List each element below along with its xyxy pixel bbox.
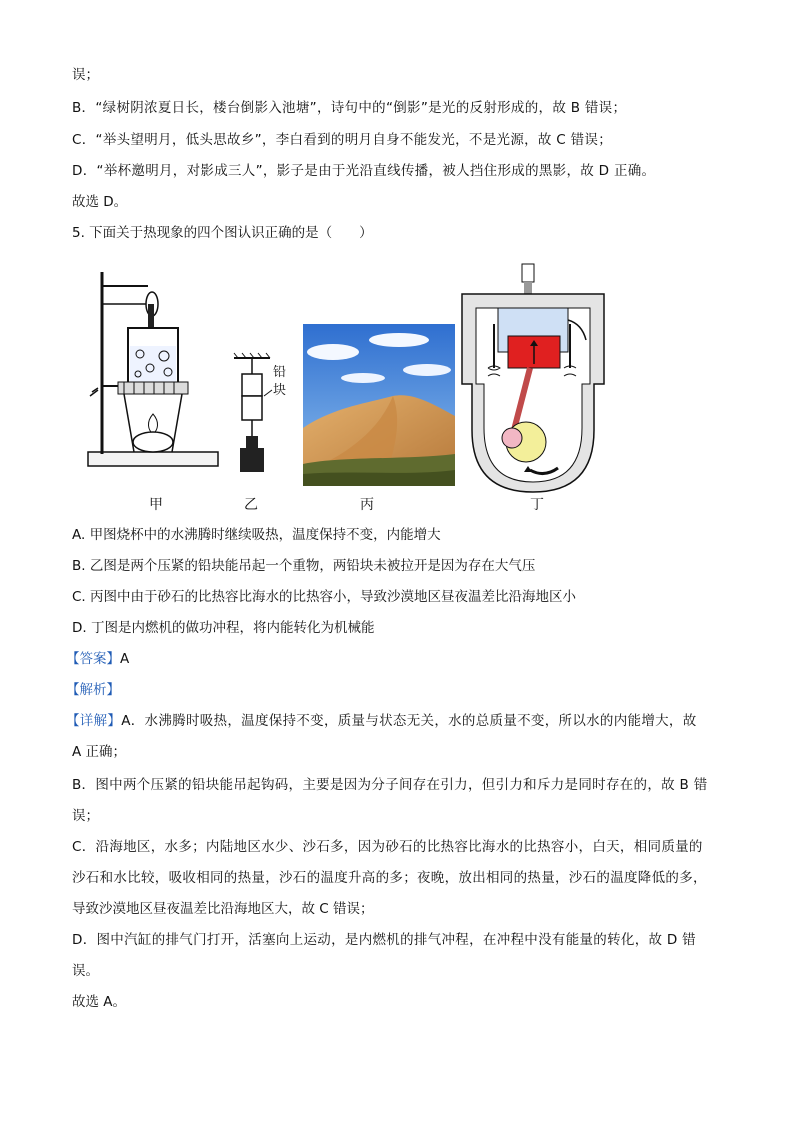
option-d: D. 丁图是内燃机的做功冲程，将内能转化为机械能 [72,620,375,636]
lead-block-label: 铅块 [273,365,287,398]
option-c: C. 丙图中由于砂石的比热容比海水的比热容小，导致沙漠地区昼夜温差比沿海地区小 [72,589,577,605]
detail-line: 导致沙漠地区昼夜温差比沿海地区大，故 C 错误； [72,901,374,917]
prev-answer-line: 误； [72,67,99,83]
answer-tag: 【答案】 [66,651,120,667]
prev-answer-line: C．“举头望明月，低头思故乡”，李白看到的明月自身不能发光，不是光源，故 C 错误； [72,132,613,148]
detail-line: D．图中汽缸的排气门打开，活塞向上运动，是内燃机的排气冲程，在冲程中没有能量的转化，故 D 错 [72,932,696,948]
answer-value: A [120,651,130,667]
detail-line: C．沿海地区，水多；内陆地区水少、沙石多，因为砂石的比热容比海水的比热容小，白天，相同质量的 [72,839,703,855]
detail-line: 故选 A。 [72,994,127,1010]
option-a: A. 甲图烧杯中的水沸腾时继续吸热，温度保持不变，内能增大 [72,527,441,543]
prev-answer-line: D．“举杯邀明月，对影成三人”，影子是由于光沿直线传播，被人挡住形成的黑影，故 D 正确。 [72,163,656,179]
detail-line: A 正确； [72,744,127,760]
detail-text: A．水沸腾时吸热，温度保持不变，质量与状态无关，水的总质量不变，所以水的内能增大，故 [121,713,697,729]
detail-line: B．图中两个压紧的铅块能吊起钩码，主要是因为分子间存在引力，但引力和斥力是同时存在的，故 B 错 [72,777,708,793]
analysis-line [66,681,120,699]
figure-jia [84,264,224,486]
option-b: B. 乙图是两个压紧的铅块能吊起一个重物，两铅块未被拉开是因为存在大气压 [72,558,536,574]
figure-label-jia: 甲 [149,497,163,513]
detail-line: 误。 [72,963,99,979]
figure-label-bing: 丙 [360,497,374,513]
prev-answer-line: 故选 D。 [72,194,128,210]
answer-line [66,650,129,668]
detail-tag: 【详解】 [66,713,122,729]
detail-line [66,712,697,730]
detail-line: 沙石和水比较，吸收相同的热量，沙石的温度升高的多；夜晚，放出相同的热量，沙石的温度降低的多， [72,870,707,886]
analysis-tag: 【解析】 [66,682,120,698]
figure-bing-desert-photo [303,324,455,486]
prev-answer-line: B．“绿树阴浓夏日长，楼台倒影入池塘”，诗句中的“倒影”是光的反射形成的，故 B 错误； [72,100,627,116]
figure-ding-engine [458,260,608,500]
detail-line: 误； [72,808,99,824]
figure-label-yi: 乙 [244,497,258,513]
question-stem: 5. 下面关于热现象的四个图认识正确的是（ ） [72,225,373,241]
figure-label-ding: 丁 [530,497,544,513]
